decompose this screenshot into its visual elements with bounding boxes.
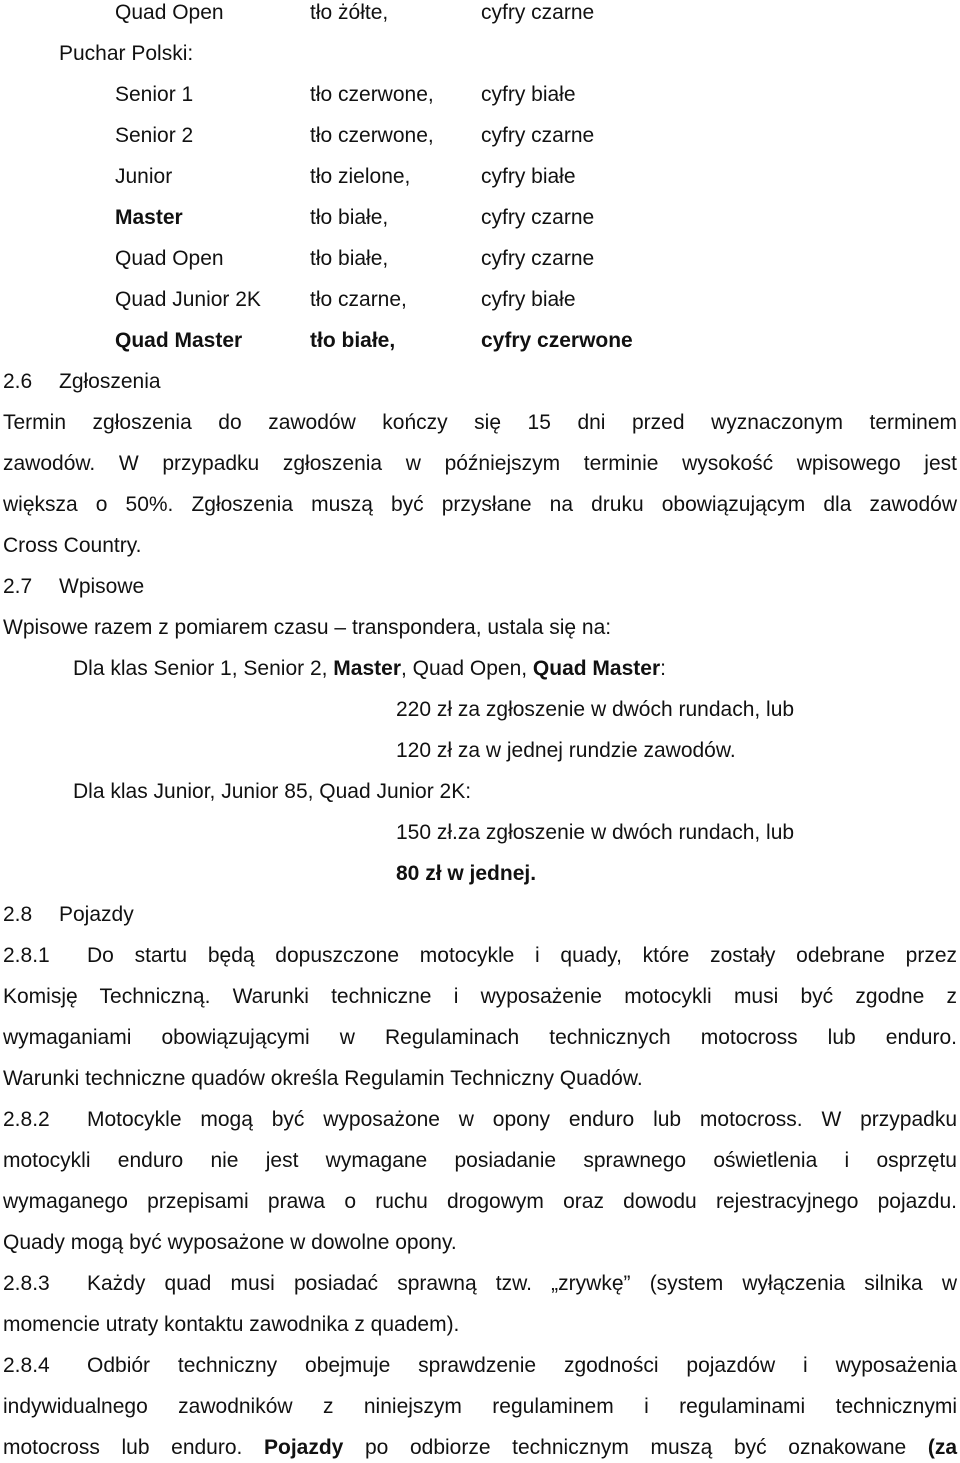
- fee-group-1-label: [73, 657, 666, 681]
- fee-amount: 80 zł w jednej.: [396, 862, 537, 885]
- class-digits: cyfry czarne: [481, 206, 595, 229]
- section-title: Zgłoszenia: [59, 370, 161, 393]
- section-heading-2-7: [3, 575, 144, 599]
- fee-amount: 220 zł za zgłoszenie w dwóch rundach, lub: [396, 698, 795, 721]
- class-digits: cyfry białe: [481, 165, 576, 188]
- class-background: tło żółte,: [310, 1, 389, 24]
- line-bold: (za: [927, 1436, 958, 1459]
- class-name: Quad Master: [115, 329, 243, 352]
- line-text: motocross lub enduro.: [3, 1436, 264, 1459]
- class-name: Senior 2: [115, 124, 194, 147]
- class-name: Master: [115, 206, 183, 229]
- class-background: tło zielone,: [310, 165, 411, 188]
- subsection-number: 2.8.1: [3, 944, 50, 967]
- fee-group-2-label: Dla klas Junior, Junior 85, Quad Junior 2K:: [73, 780, 472, 803]
- section-heading-2-8: [3, 903, 134, 927]
- subsection-number: 2.8.4: [3, 1354, 50, 1377]
- fee-intro: Wpisowe razem z pomiarem czasu – transpondera, ustala się na:: [3, 616, 612, 639]
- section-title: Wpisowe: [59, 575, 145, 598]
- class-digits: cyfry białe: [481, 83, 576, 106]
- section-number: 2.8: [3, 903, 33, 926]
- paragraph-line: [3, 1354, 957, 1378]
- section-number: 2.6: [3, 370, 33, 393]
- class-digits: cyfry czarne: [481, 247, 595, 270]
- subsection-number: 2.8.2: [3, 1108, 50, 1131]
- label-text: Dla klas Senior 1, Senior 2,: [73, 657, 334, 680]
- paragraph-line: motocykli enduro nie jest wymagane posiadanie sprawnego oświetlenia i osprzętu: [3, 1149, 957, 1172]
- paragraph-line: wymaganego przepisami prawa o ruchu drogowym oraz dowodu rejestracyjnego pojazdu.: [3, 1190, 957, 1213]
- class-digits: cyfry czarne: [481, 1, 595, 24]
- class-name: Quad Open: [115, 247, 224, 270]
- paragraph-line: Komisję Techniczną. Warunki techniczne i wyposażenie motocykli musi być zgodne z: [3, 985, 957, 1008]
- paragraph-line: Termin zgłoszenia do zawodów kończy się 15 dni przed wyznaczonym terminem: [3, 411, 957, 434]
- subsection-number: 2.8.3: [3, 1272, 50, 1295]
- class-name: Quad Open: [115, 1, 224, 24]
- line-text: Każdy quad musi posiadać sprawną tzw. „zrywkę” (system wyłączenia silnika w: [87, 1272, 957, 1295]
- line-text: Do startu będą dopuszczone motocykle i quady, które zostały odebrane przez: [87, 944, 957, 967]
- paragraph-line: zawodów. W przypadku zgłoszenia w późniejszym terminie wysokość wpisowego jest: [3, 452, 957, 475]
- line-text: po odbiorze technicznym muszą być oznakowane: [343, 1436, 928, 1459]
- class-background: tło czerwone,: [310, 83, 434, 106]
- class-background: tło czarne,: [310, 288, 407, 311]
- puchar-heading: Puchar Polski:: [59, 42, 194, 65]
- paragraph-line: momencie utraty kontaktu zawodnika z quadem).: [3, 1313, 460, 1336]
- paragraph-line: wymaganiami obowiązującymi w Regulaminach technicznych motocross lub enduro.: [3, 1026, 957, 1049]
- class-background: tło czerwone,: [310, 124, 434, 147]
- label-text: , Quad Open,: [401, 657, 533, 680]
- paragraph-line: indywidualnego zawodników z niniejszym regulaminem i regulaminami technicznymi: [3, 1395, 957, 1418]
- class-background: tło białe,: [310, 206, 389, 229]
- paragraph-line: [3, 1108, 957, 1132]
- class-digits: cyfry czarne: [481, 124, 595, 147]
- section-title: Pojazdy: [59, 903, 134, 926]
- paragraph-line: [3, 1272, 957, 1296]
- class-name: Quad Junior 2K: [115, 288, 261, 311]
- class-digits: cyfry czerwone: [481, 329, 633, 352]
- fee-amount: 150 zł.za zgłoszenie w dwóch rundach, lub: [396, 821, 795, 844]
- line-bold: Pojazdy: [264, 1436, 344, 1459]
- line-text: Motocykle mogą być wyposażone w opony enduro lub motocross. W przypadku: [87, 1108, 957, 1131]
- label-bold: Master: [333, 657, 401, 680]
- class-digits: cyfry białe: [481, 288, 576, 311]
- paragraph-line: Warunki techniczne quadów określa Regulamin Techniczny Quadów.: [3, 1067, 643, 1090]
- section-number: 2.7: [3, 575, 33, 598]
- paragraph-line: [3, 1436, 957, 1460]
- fee-amount: 120 zł za w jednej rundzie zawodów.: [396, 739, 736, 762]
- class-background: tło białe,: [310, 247, 389, 270]
- label-bold: Quad Master: [532, 657, 661, 680]
- class-name: Senior 1: [115, 83, 194, 106]
- paragraph-line: Quady mogą być wyposażone w dowolne opony.: [3, 1231, 457, 1254]
- label-text: :: [660, 657, 666, 680]
- class-name: Junior: [115, 165, 173, 188]
- section-heading-2-6: [3, 370, 161, 394]
- line-text: Odbiór techniczny obejmuje sprawdzenie zgodności pojazdów i wyposażenia: [87, 1354, 957, 1377]
- class-background: tło białe,: [310, 329, 396, 352]
- paragraph-line: [3, 944, 957, 968]
- paragraph-line: większa o 50%. Zgłoszenia muszą być przysłane na druku obowiązującym dla zawodów: [3, 493, 957, 516]
- paragraph-line: Cross Country.: [3, 534, 142, 557]
